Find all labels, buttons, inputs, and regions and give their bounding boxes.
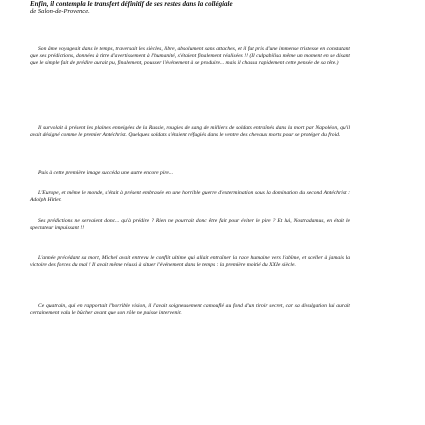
paragraph-7: Ce quatrain, qui en rapportait l'horrible vision, il l'avait soigneusement camouflé au fond d'un tiroir secret, car sa divulgation lui aurait certainement valu le bûcher avant que son rôle ne puisse intervenir. (30, 303, 350, 316)
paragraph-2: Il survolait à présent les plaines enneigées de la Russie, rougies de sang de milliers de soldats entraînés dans la mort par Napoléon, qu'il avait désigné comme le premier Antéchrist. Quelques soldats s'étaient réfugiés dans le ventre des chevaux morts pour se protéger du froid. (30, 125, 350, 138)
page-header (30, 0, 370, 16)
paragraph-4: L'Europe, et même le monde, s'était à présent embrasée en une horrible guerre d'extermination sous la domination du second Antéchrist : Adolph Hitler. (30, 190, 350, 203)
header-line-1: Enfin, il contempla le transfert définitif de ses restes dans la collégiale (30, 0, 233, 8)
header-line-2: de Salon-de-Provence. (30, 8, 90, 15)
paragraph-5: Ses prédictions ne servaient donc... qu'à prédire ? Rien ne pourrait donc être fait pour éviter le pire ? Et lui, Nostradamus, en était le spectateur impuissant !! (30, 218, 350, 231)
paragraph-3: Puis à cette première image succéda une autre encore pire... (38, 170, 174, 176)
paragraph-6: L'année précédant sa mort, Michel avait entrevu le conflit ultime qui allait entraîner la race humaine vers l'abîme, et sceller à jamais la victoire des forces du mal ! Il avait même réussi à situer l'événement dans le temps : la première moitié du XXIe siècle. (30, 255, 350, 268)
paragraph-1: Son âme voyageait dans le temps, traversait les siècles, libre, absolument sans attaches, et il fut pris d'une immense tristesse en constatant que ses prédictions, données à titre d'avertissement à l'humanité, s'étaient finalement réalisées !! (Il culpabilisa même un moment en se disant que le simple fait de prédire aurait pu, finalement, pousser l'événement à se produire... mais il chassa rapidement cette pensée de sa tête.) (30, 46, 350, 66)
